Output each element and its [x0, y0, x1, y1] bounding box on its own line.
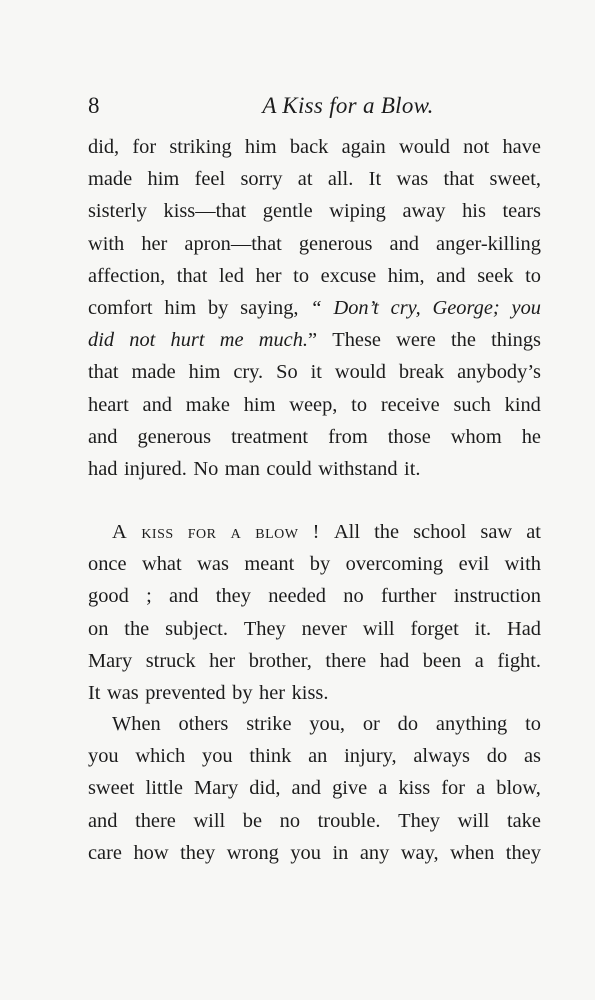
word: they	[215, 585, 251, 608]
word: him,	[387, 264, 425, 287]
word: blow,	[496, 777, 541, 800]
paragraph-3	[88, 708, 541, 869]
word: or	[362, 713, 380, 735]
word: there	[135, 809, 176, 832]
word: there	[325, 649, 367, 672]
word: the	[124, 617, 150, 640]
word: gentle	[262, 200, 313, 223]
word: meant	[244, 553, 295, 576]
word: made	[131, 361, 176, 384]
word: cry.	[233, 361, 264, 384]
running-title: A Kiss for a Blow.	[262, 93, 434, 118]
word: striking	[169, 136, 232, 158]
word: him	[164, 296, 197, 319]
word: blow	[255, 521, 299, 543]
word: injury,	[344, 745, 397, 768]
word: injured.	[123, 457, 187, 480]
word: him	[244, 136, 277, 158]
word: further	[380, 585, 437, 608]
word: not	[129, 329, 156, 352]
word: again	[341, 136, 386, 158]
word: seek	[477, 264, 514, 287]
word: been	[422, 649, 462, 672]
word: excuse	[320, 264, 377, 287]
word: at	[526, 521, 541, 543]
word: wrong	[226, 841, 279, 864]
word: which	[135, 745, 186, 768]
word: not	[463, 136, 490, 158]
word: for	[187, 521, 217, 543]
word: it.	[474, 617, 492, 640]
text-line	[88, 228, 541, 260]
word: anger-killing	[436, 232, 541, 255]
word: evil	[458, 553, 490, 576]
word: sweet	[88, 777, 135, 800]
word: kiss—that	[163, 200, 247, 223]
word: you	[511, 296, 541, 319]
word: from	[328, 425, 368, 448]
word: you	[290, 841, 321, 864]
word: kiss.	[291, 681, 329, 704]
word: and	[169, 585, 199, 608]
word: Don’t	[333, 296, 379, 319]
word: brother,	[248, 649, 312, 672]
word: strike	[246, 713, 292, 735]
text-line	[88, 260, 541, 292]
word: school	[413, 521, 467, 543]
word: had	[88, 457, 118, 480]
text-line	[88, 421, 541, 453]
word: hurt	[170, 329, 205, 352]
word: the	[374, 521, 399, 543]
word: a	[378, 777, 388, 800]
word: with	[88, 232, 125, 255]
word: what	[142, 553, 182, 576]
word: you	[88, 745, 119, 768]
word: would	[334, 361, 386, 384]
word: All	[333, 521, 360, 543]
word: will	[362, 617, 395, 640]
word: as	[523, 745, 541, 768]
word: sisterly	[88, 200, 147, 223]
word: good	[88, 585, 129, 608]
word: would	[398, 136, 450, 158]
word: weep,	[289, 393, 338, 416]
word: were	[396, 329, 436, 352]
word: they	[180, 841, 216, 864]
word: It	[368, 168, 382, 191]
paragraph-1	[88, 131, 541, 485]
word: me	[219, 329, 244, 352]
word: any	[359, 841, 390, 864]
word: instruction	[453, 585, 541, 608]
word: do	[397, 713, 419, 735]
word: and	[389, 232, 419, 255]
word: have	[502, 136, 541, 158]
word: overcoming	[345, 553, 444, 576]
word: So	[276, 361, 298, 384]
text-line	[88, 356, 541, 388]
word: be	[242, 809, 263, 832]
word: her	[209, 649, 236, 672]
word: saying,	[240, 296, 299, 319]
word: by	[232, 681, 253, 704]
word: will	[457, 809, 490, 832]
word: such	[453, 393, 491, 416]
word: prevented	[145, 681, 226, 704]
word: and	[88, 425, 118, 448]
word: to	[293, 264, 310, 287]
word: him	[243, 393, 276, 416]
word: make	[185, 393, 230, 416]
word: for	[132, 136, 157, 158]
word: away	[402, 200, 446, 223]
word: tears	[502, 200, 541, 223]
word: and	[142, 393, 172, 416]
text-line	[88, 772, 541, 804]
text-line	[88, 548, 541, 580]
word: always	[413, 745, 470, 768]
word: generous	[137, 425, 212, 448]
page-number: 8	[88, 93, 100, 118]
text-line	[88, 837, 541, 869]
word: how	[133, 841, 169, 864]
word: comfort	[88, 296, 153, 319]
word: when	[450, 841, 495, 864]
word: much.”	[258, 329, 318, 352]
word: at	[297, 168, 313, 191]
word: It	[88, 681, 101, 704]
word: a	[476, 777, 486, 800]
word: to	[525, 713, 541, 735]
word: heart	[88, 393, 129, 416]
word: her	[141, 232, 168, 255]
word: was	[106, 681, 139, 704]
text-line	[88, 453, 541, 485]
word: did	[88, 329, 115, 352]
text-line	[88, 613, 541, 645]
word: was	[197, 553, 229, 576]
word: sorry	[240, 168, 283, 191]
word: by	[309, 553, 331, 576]
word: by	[207, 296, 229, 319]
word: no	[279, 809, 301, 832]
text-line	[88, 324, 541, 356]
word: “	[310, 296, 322, 319]
word: it.	[404, 457, 421, 480]
word: man	[224, 457, 260, 480]
word: receive	[380, 393, 440, 416]
word: treatment	[231, 425, 309, 448]
word: had	[379, 649, 410, 672]
word: to	[351, 393, 368, 416]
text-line	[88, 292, 541, 324]
word: whom	[450, 425, 502, 448]
text-line	[88, 163, 541, 195]
word: led	[218, 264, 244, 287]
text-line	[88, 389, 541, 421]
word: his	[462, 200, 486, 223]
text-line	[88, 645, 541, 677]
word: a	[230, 521, 242, 543]
word: in	[332, 841, 349, 864]
word: saw	[480, 521, 513, 543]
word: trouble.	[317, 809, 381, 832]
word: feel	[194, 168, 226, 191]
word: When	[112, 713, 161, 735]
word: Mary	[194, 777, 239, 800]
word: They	[398, 809, 441, 832]
word: give	[332, 777, 368, 800]
word: with	[504, 553, 541, 576]
word: back	[289, 136, 329, 158]
word: affection,	[88, 264, 166, 287]
word: her	[259, 681, 286, 704]
paragraph-2	[88, 516, 541, 709]
word: way,	[400, 841, 439, 864]
word: that	[88, 361, 119, 384]
word: anybody’s	[457, 361, 541, 384]
word: the	[450, 329, 476, 352]
word: forget	[410, 617, 459, 640]
word: do	[486, 745, 508, 768]
word: Had	[507, 617, 541, 640]
word: kiss	[141, 521, 174, 543]
word: once	[88, 553, 127, 576]
word: apron—that	[184, 232, 282, 255]
word: withstand	[318, 457, 398, 480]
text-line	[88, 740, 541, 772]
word: they	[505, 841, 541, 864]
word: and	[436, 264, 466, 287]
word: These	[332, 329, 381, 352]
word: struck	[145, 649, 196, 672]
word: things	[491, 329, 541, 352]
word: that	[443, 168, 475, 191]
text-line	[88, 516, 541, 548]
word: care	[88, 841, 122, 864]
word: think	[249, 745, 292, 768]
text-line	[88, 805, 541, 837]
word: No	[193, 457, 219, 480]
word: those	[387, 425, 431, 448]
word: kiss	[398, 777, 431, 800]
text-line	[88, 131, 541, 163]
word: made	[88, 168, 133, 191]
word: was	[396, 168, 429, 191]
word: kind	[504, 393, 541, 416]
word: no	[343, 585, 364, 608]
word: her	[255, 264, 282, 287]
word: They	[243, 617, 286, 640]
word: a	[474, 649, 484, 672]
word: and	[291, 777, 321, 800]
text-line	[88, 195, 541, 227]
word: you	[202, 745, 233, 768]
word: take	[506, 809, 541, 832]
word: did,	[249, 777, 281, 800]
word: it	[310, 361, 322, 384]
word: on	[88, 617, 109, 640]
word: fight.	[497, 649, 541, 672]
word: subject.	[165, 617, 228, 640]
word: an	[308, 745, 328, 768]
word: little	[145, 777, 183, 800]
word: that	[176, 264, 208, 287]
word: George;	[432, 296, 500, 319]
text-line	[88, 580, 541, 612]
word: Mary	[88, 649, 133, 672]
word: sweet,	[489, 168, 541, 191]
word: did,	[88, 136, 120, 158]
word: others	[178, 713, 229, 735]
word: anything	[435, 713, 508, 735]
word: needed	[268, 585, 326, 608]
word: you,	[309, 713, 346, 735]
word: him	[188, 361, 221, 384]
word: and	[88, 809, 118, 832]
text-line	[88, 708, 541, 740]
word: generous	[298, 232, 373, 255]
text-line	[88, 677, 541, 709]
word: to	[525, 264, 541, 287]
word: never	[301, 617, 347, 640]
word: will	[193, 809, 226, 832]
word: could	[266, 457, 312, 480]
page-header	[88, 92, 539, 120]
word: !	[312, 521, 320, 543]
word: for	[441, 777, 466, 800]
word: wiping	[329, 200, 386, 223]
word: A	[112, 521, 128, 543]
word: him	[147, 168, 180, 191]
word: all.	[327, 168, 354, 191]
word: he	[521, 425, 541, 448]
word: ;	[146, 585, 152, 608]
word: break	[398, 361, 445, 384]
word: cry,	[390, 296, 421, 319]
